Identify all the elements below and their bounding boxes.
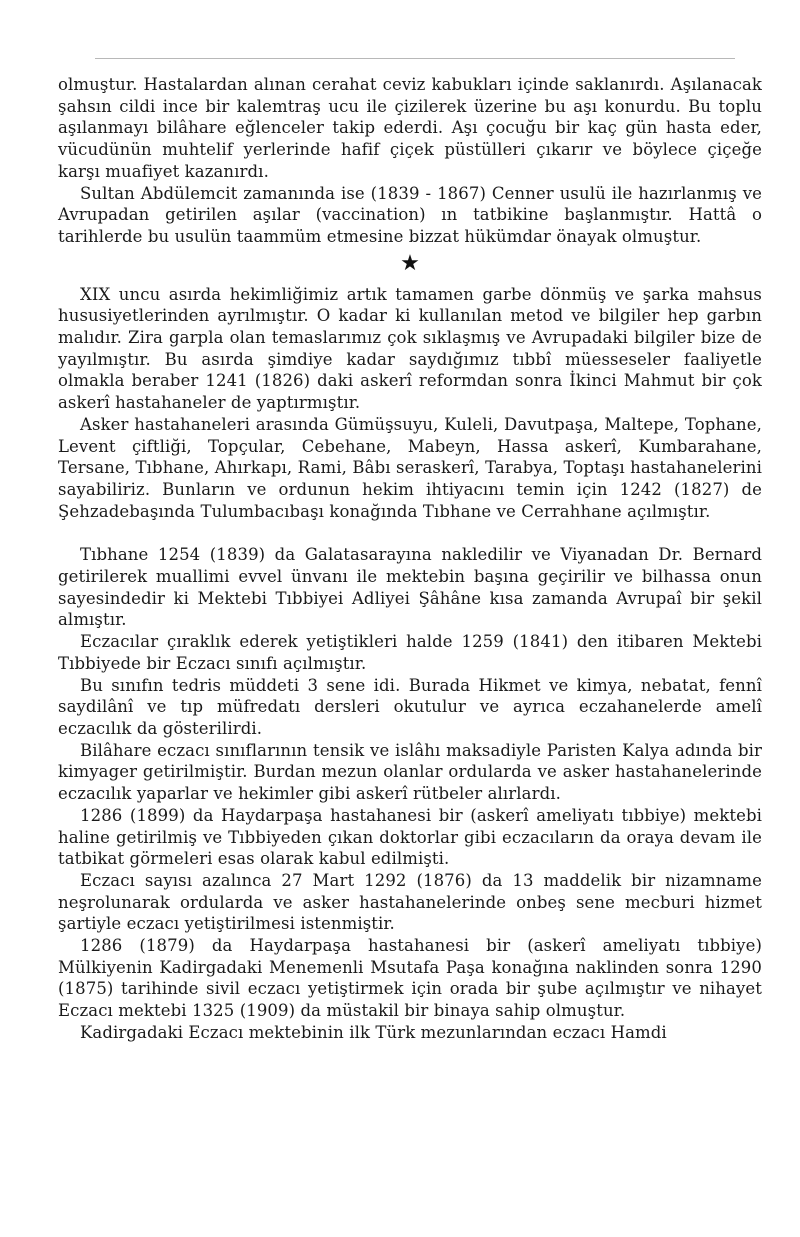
- header-rule: [95, 58, 735, 59]
- document-page: [58, 74, 762, 1044]
- paragraph-vaccination-practice: olmuştur. Hastalardan alınan cerahat ceviz kabukları içinde saklanırdı. Aşılanacak şahsın cildi ince bir kalemtraş ucu ile çizilerek üzerine bu aşı konurdu. Bu toplu aşılanmayı bilâhare eğlenceler takip ederdi. Aşı çocuğu bir kaç gün hasta eder, vücudünün muhtelif yerlerinde hafif çiçek püstülleri çıkarır ve böylece çiçeğe karşı muafiyet kazanırdı.: [58, 75, 762, 181]
- paragraph-pharmacist-class: Eczacılar çıraklık ederek yetiştikleri halde 1259 (1841) den itibaren Mektebi Tıbbiyede bir Eczacı sınıfı açılmıştır.: [58, 632, 762, 673]
- paragraph-kalya-chemist: Bilâhare eczacı sınıflarının tensik ve islâhı maksadiyle Paristen Kalya adında bir kimyager getirilmiştir. Burdan mezun olanlar ordularda ve asker hastahanelerinde eczacılık yaparlar ve hekimler gibi askerî rütbeler alırlardı.: [58, 740, 762, 804]
- paragraph-course-duration: Bu sınıfın tedris müddeti 3 sene idi. Burada Hikmet ve kimya, nebatat, fennî saydilânî ve tıp müfredatı dersleri okutulur ve ayrıca eczahanelerde amelî eczacılık da gösterilirdi.: [58, 675, 762, 738]
- star-separator-icon: ★: [400, 250, 420, 276]
- paragraph-regulation-1876: Eczacı sayısı azalınca 27 Mart 1292 (1876) da 13 maddelik bir nizamname neşrolunarak ordularda ve asker hastahanelerinde onbeş sene mecburi hizmet şartiyle eczacı yetiştirilmesi istenmiştir.: [58, 870, 762, 934]
- paragraph-tibhane-galatasaray: Tıbhane 1254 (1839) da Galatasarayına nakledilir ve Viyanadan Dr. Bernard getirilerek muallimi evvel ünvanı ile mektebin başına geçirilir ve bilhassa onun sayesindedir ki Mektebi Tıbbiyei Adliyei Şâhâne kısa zamanda Avrupaî bir şekil almıştır.: [58, 545, 762, 630]
- paragraph-xix-century-medicine: XIX uncu asırda hekimliğimiz artık tamamen garbe dönmüş ve şarka mahsus hususiyetlerinden ayrılmıştır. O kadar ki kullanılan metod ve bilgiler hep garbın malıdır. Zira garpla olan temaslarımız çok sıklaşmış ve Avrupadaki bilgiler bize de yayılmıştır. Bu asırda şimdiye kadar saydığımız tıbbî müesseseler faaliyetle olmakla beraber 1241 (1826) daki askerî reformdan sonra İkinci Mahmut bir çok askerî hastahaneler de yaptırmıştır.: [58, 284, 762, 413]
- paragraph-military-hospitals: Asker hastahaneleri arasında Gümüşsuyu, Kuleli, Davutpaşa, Maltepe, Tophane, Levent çiftliği, Topçular, Cebehane, Mabeyn, Hassa askerî, Kumbarahane, Tersane, Tıbhane, Ahırkapı, Rami, Bâbı seraskerî, Tarabya, Toptaşı hastahanelerini sayabiliriz. Bunların ve ordunun hekim ihtiyacını temin için 1242 (1827) de Şehzadebaşında Tulumbacıbaşı konağında Tıbhane ve Cerrahhane açılmıştır.: [58, 414, 762, 521]
- paragraph-abdulmecit-vaccination: Sultan Abdülemcit zamanında ise (1839 - 1867) Cenner usulü ile hazırlanmış ve Avrupadan getirilen aşılar (vaccination) ın tatbikine başlanmıştır. Hattâ o tarihlerde bu usulün taammüm etmesine bizzat hükümdar önayak olmuştur.: [58, 183, 762, 246]
- paragraph-kadirga-school: 1286 (1879) da Haydarpaşa hastahanesi bir (askerî ameliyatı tıbbiye) Mülkiyenin Kadirgadaki Menemenli Msutafa Paşa konağına naklinden sonra 1290 (1875) tarihinde sivil eczacı yetiştirmek için orada bir şube açılmıştır ve nihayet Eczacı mektebi 1325 (1909) da müstakil bir binaya sahip olmuştur.: [58, 936, 762, 1021]
- paragraph-first-graduates: Kadirgadaki Eczacı mektebinin ilk Türk mezunlarından eczacı Hamdi: [80, 1022, 667, 1042]
- paragraph-haydarpasa-1899: 1286 (1899) da Haydarpaşa hastahanesi bir (askerî ameliyatı tıbbiye) mektebi haline getirilmiş ve Tıbbiyeden çıkan doktorlar gibi eczacıların da oraya devam ile tatbikat görmeleri esas olarak kabul edilmişti.: [58, 805, 762, 869]
